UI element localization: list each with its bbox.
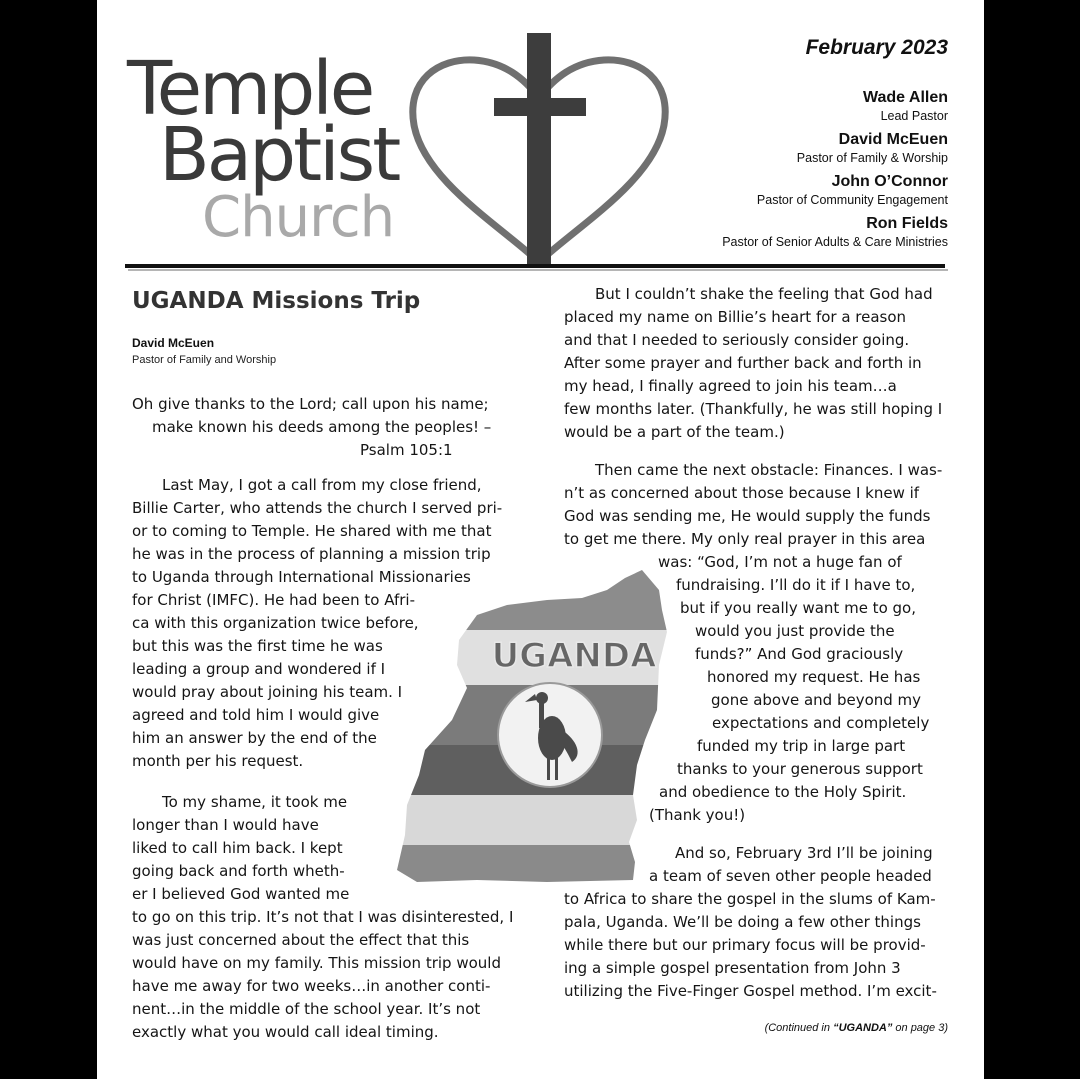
body-text-line: while there but our primary focus will be provid- [564,936,926,954]
body-text-line: make known his deeds among the peoples! – [152,418,492,436]
body-text-line: And so, February 3rd I’ll be joining [675,844,933,862]
body-text-line: but if you really want me to go, [680,599,916,617]
body-text-line: expectations and completely [712,714,930,732]
body-text-line: ing a simple gospel presentation from John 3 [564,959,901,977]
body-text-line: Oh give thanks to the Lord; call upon his name; [132,395,489,413]
staff-title: Pastor of Senior Adults & Care Ministries [722,235,948,249]
body-text-line: to Uganda through International Missionaries [132,568,471,586]
body-text-line: him an answer by the end of the [132,729,377,747]
body-text-line: n’t as concerned about those because I knew if [564,484,920,502]
staff-name: Ron Fields [866,215,948,232]
body-text-line: few months later. (Thankfully, he was still hoping I [564,400,943,418]
body-text-line: would be a part of the team.) [564,423,785,441]
staff-name: Wade Allen [862,89,948,106]
continued-reference: “UGANDA” [833,1022,893,1034]
body-text-line: To my shame, it took me [162,793,348,811]
body-text-line: he was in the process of planning a mission trip [132,545,491,563]
body-text-line: pala, Uganda. We’ll be doing a few other things [564,913,921,931]
body-text-line: nent…in the middle of the school year. It’s not [132,1000,481,1018]
byline-role: Pastor of Family and Worship [132,354,277,366]
body-text-line: or to coming to Temple. He shared with me that [132,522,492,540]
body-text-line: er I believed God wanted me [132,885,350,903]
body-text-line: and obedience to the Holy Spirit. [659,783,907,801]
article-title: UGANDA Missions Trip [132,288,421,314]
body-text-line: ca with this organization twice before, [132,614,419,632]
masthead-divider-shadow [128,269,948,271]
body-text-line: would have on my family. This mission trip would [132,954,501,972]
body-text-line: Billie Carter, who attends the church I served pri- [132,499,503,517]
body-text-line: was: “God, I’m not a huge fan of [658,553,902,571]
body-text-line: have me away for two weeks…in another conti- [132,977,491,995]
body-text-line: longer than I would have [132,816,319,834]
staff-title: Lead Pastor [880,109,948,123]
body-text-line: a team of seven other people headed [649,867,932,885]
body-text-line: After some prayer and further back and forth in [564,354,922,372]
body-text-line: agreed and told him I would give [132,706,380,724]
continued-suffix: on page 3) [892,1022,948,1034]
body-text-line: honored my request. He has [707,668,921,686]
body-text-line: gone above and beyond my [711,691,922,709]
continued-note [765,1022,948,1034]
issue-date: February 2023 [805,36,948,59]
heart-cross-icon [404,30,674,270]
body-text-line: would you just provide the [695,622,895,640]
body-text-line: leading a group and wondered if I [132,660,386,678]
body-text-line: (Thank you!) [649,806,746,824]
logo-word-temple: Temple [127,46,373,132]
body-text-line: utilizing the Five-Finger Gospel method. I’m excit- [564,982,937,1000]
uganda-map-graphic [397,570,667,895]
body-text-line: was just concerned about the effect that this [132,931,470,949]
body-text-line: but this was the first time he was [132,637,383,655]
body-text-line: my head, I finally agreed to join his team…a [564,377,897,395]
logo-word-baptist: Baptist [159,112,399,198]
staff-name: David McEuen [838,131,948,148]
body-text-line: Then came the next obstacle: Finances. I was- [595,461,943,479]
body-text-line: But I couldn’t shake the feeling that God had [595,285,933,303]
newsletter-page [97,0,984,1079]
map-label: UGANDA [491,636,657,676]
staff-title: Pastor of Community Engagement [756,193,948,207]
body-text-line: going back and forth wheth- [132,862,345,880]
byline-author: David McEuen [132,336,215,350]
body-text-line: to get me there. My only real prayer in this area [564,530,926,548]
body-text-line: thanks to your generous support [677,760,923,778]
body-text-line: for Christ (IMFC). He had been to Afri- [132,591,415,609]
body-text-line: Last May, I got a call from my close friend, [162,476,482,494]
staff-list [722,88,948,256]
masthead-divider [125,264,945,268]
staff-name: John O’Connor [831,173,948,190]
body-text-line: month per his request. [132,752,304,770]
continued-prefix: (Continued in [764,1022,834,1034]
body-text-line: fundraising. I’ll do it if I have to, [676,576,916,594]
body-text-line: exactly what you would call ideal timing. [132,1023,439,1041]
body-text-line: Psalm 105:1 [360,441,453,459]
body-text-line: funded my trip in large part [697,737,906,755]
staff-title: Pastor of Family & Worship [796,151,948,165]
body-text-line: liked to call him back. I kept [132,839,343,857]
body-text-line: would pray about joining his team. I [132,683,403,701]
body-text-line: to go on this trip. It’s not that I was disinterested, I [132,908,514,926]
body-text-line: to Africa to share the gospel in the slums of Kam- [564,890,936,908]
logo-word-church: Church [202,185,395,250]
body-text-line: and that I needed to seriously consider going. [564,331,910,349]
body-text-line: God was sending me, He would supply the funds [564,507,931,525]
body-text-line: placed my name on Billie’s heart for a reason [564,308,907,326]
body-text-line: funds?” And God graciously [695,645,904,663]
